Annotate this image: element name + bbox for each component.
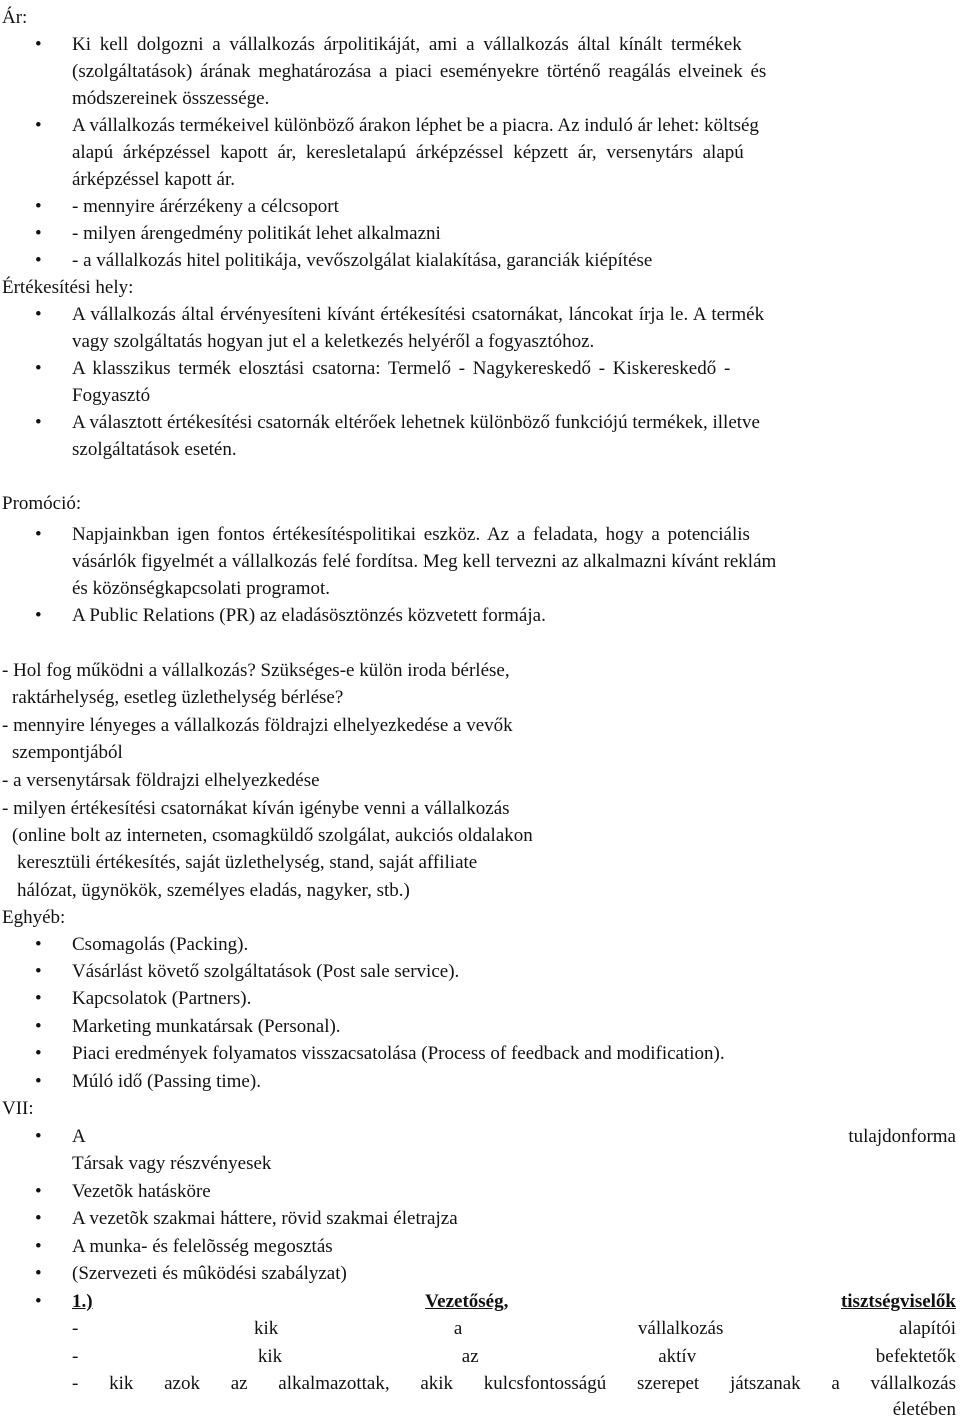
paragraph-line: szolgáltatások esetén. [72,439,237,460]
justified-line [72,1370,956,1397]
word: tulajdonforma [848,1126,956,1147]
list-item: Marketing munkatársak (Personal). [72,1016,341,1037]
question-line: szempontjából [12,742,123,763]
word: - [72,1346,79,1367]
trailing-word: életében [892,1399,956,1420]
question-line: - a versenytársak földrajzi elhelyezkedése [2,770,320,791]
word: tisztségviselők [840,1291,956,1312]
question-line: raktárhelység, esetleg üzlethelység bérlése? [12,687,344,708]
vezetoseg-heading [72,1288,956,1315]
list-item: - milyen árengedmény politikát lehet alkalmazni [72,223,441,244]
word: - [72,1373,79,1394]
word: azok [164,1373,200,1394]
word: Vezetőség, [425,1291,509,1312]
justified-line [72,1315,956,1342]
word: befektetők [875,1346,956,1367]
paragraph-line: A választott értékesítési csatornák eltérőek lehetnek különböző funkciójú termékek, illetve [72,412,760,433]
paragraph-line: vásárlók figyelmét a vállalkozás felé fordítsa. Meg kell tervezni az alkalmazni kívánt reklám [72,551,777,572]
word: akik [420,1373,454,1394]
question-line: (online bolt az interneten, csomagküldő szolgálat, aukciós oldalakon [12,825,533,846]
list-item: (Szervezeti és mûködési szabályzat) [72,1263,347,1284]
section-heading-ertekesitesi-hely: Értékesítési hely: [2,277,134,298]
word: játszanak [729,1373,801,1394]
word: kik [109,1373,134,1394]
bullet: • [35,115,42,136]
bullet: • [35,223,42,244]
word: vállalkozás [870,1373,956,1394]
bullet: • [35,605,42,626]
question-line: - milyen értékesítési csatornákat kíván igénybe venni a vállalkozás [2,798,510,819]
bullet: • [35,1043,42,1064]
bullet: • [35,1181,42,1202]
paragraph-line: vagy szolgáltatás hogyan jut el a keletkezés helyéről a fogyasztóhoz. [72,331,595,352]
paragraph-line: A vállalkozás által érvényesíteni kívánt értékesítési csatornákat, láncokat írja le. A termék [72,304,765,325]
list-item: - mennyire árérzékeny a célcsoport [72,196,339,217]
paragraph-line: A klasszikus termék elosztási csatorna: Termelő - Nagykereskedő - Kiskereskedő - [72,358,731,379]
paragraph-line: Ki kell dolgozni a vállalkozás árpolitikáját, ami a vállalkozás által kínált termékek [72,34,742,55]
word: A [72,1126,86,1147]
bullet: • [35,304,42,325]
paragraph-line: és közönségkapcsolati programot. [72,578,331,599]
paragraph-line: alapú árképzéssel kapott ár, keresletalapú árképzéssel képzett ár, versenytárs alapú [72,142,744,163]
section-heading-vii: VII: [2,1098,34,1119]
list-item: Kapcsolatok (Partners). [72,988,252,1009]
bullet: • [35,250,42,271]
list-item: - a vállalkozás hitel politikája, vevőszolgálat kialakítása, garanciák kiépítése [72,250,653,271]
list-item: A Public Relations (PR) az eladásösztönzés közvetett formája. [72,605,546,626]
word: kulcsfontosságú [483,1373,607,1394]
word: a [831,1373,840,1394]
word: vállalkozás [637,1318,724,1339]
section-heading-promocio: Promóció: [2,493,82,514]
word: aktív [658,1346,697,1367]
bullet: • [35,1291,42,1312]
paragraph-line: (szolgáltatások) árának meghatározása a piaci eseményekre történő reagálás elveinek és [72,61,767,82]
bullet: • [35,1263,42,1284]
justified-line [72,1343,956,1370]
bullet: • [35,196,42,217]
bullet: • [35,1016,42,1037]
paragraph-line: A vállalkozás termékeivel különböző árakon léphet be a piacra. Az induló ár lehet: költség [72,115,759,136]
paragraph-line: módszereinek összessége. [72,88,270,109]
paragraph-line: Napjainkban igen fontos értékesítéspolitikai eszköz. Az a feladata, hogy a potenciális [72,524,750,545]
bullet: • [35,358,42,379]
bullet: • [35,934,42,955]
word: szerepet [636,1373,700,1394]
list-item-continuation: Társak vagy részvényesek [72,1153,272,1174]
bullet: • [35,412,42,433]
question-line: - Hol fog működni a vállalkozás? Szükséges-e külön iroda bérlése, [2,660,510,681]
word: kik [257,1346,283,1367]
bullet: • [35,34,42,55]
bullet: • [35,1208,42,1229]
list-item: Múló idő (Passing time). [72,1071,261,1092]
list-item: Vezetõk hatásköre [72,1181,211,1202]
word: - [72,1318,79,1339]
bullet: • [35,1126,42,1147]
list-item: A munka- és felelõsség megosztás [72,1236,333,1257]
word: az [230,1373,248,1394]
word: 1.) [72,1291,93,1312]
bullet: • [35,1236,42,1257]
word: alapítói [899,1318,956,1339]
word: az [461,1346,479,1367]
question-line: - mennyire lényeges a vállalkozás földrajzi elhelyezkedése a vevők [2,715,513,736]
word: kik [253,1318,279,1339]
word: alkalmazottak, [278,1373,390,1394]
section-heading-ar: Ár: [2,7,28,28]
list-item: Vásárlást követő szolgáltatások (Post sale service). [72,961,460,982]
question-line: keresztüli értékesítés, saját üzlethelység, stand, saját affiliate [17,852,478,873]
justified-line [72,1123,956,1150]
question-line: hálózat, ügynökök, személyes eladás, nagyker, stb.) [17,880,410,901]
paragraph-line: árképzéssel kapott ár. [72,169,236,190]
bullet: • [35,988,42,1009]
paragraph-line: Fogyasztó [72,385,151,406]
list-item: Csomagolás (Packing). [72,934,249,955]
list-item: A vezetõk szakmai háttere, rövid szakmai életrajza [72,1208,458,1229]
list-item: Piaci eredmények folyamatos visszacsatolása (Process of feedback and modification). [72,1043,725,1064]
bullet: • [35,961,42,982]
section-heading-egyeb: Eghyéb: [2,907,66,928]
word: a [453,1318,463,1339]
bullet: • [35,1071,42,1092]
bullet: • [35,524,42,545]
